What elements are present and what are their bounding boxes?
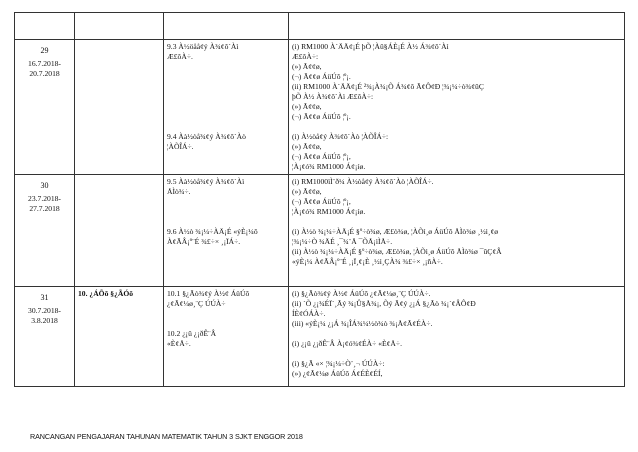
topic-cell [75, 40, 164, 175]
standard-line: ¦ÀÕÎÁ÷. [167, 142, 194, 151]
objective-line: (») Ã¢¢ø, [292, 102, 322, 111]
empty-cell [15, 13, 75, 40]
learning-objective-cell [289, 287, 625, 387]
objective-line: ¦À¡¢ó¾ RM1000 Á¢¡íø. [292, 162, 366, 171]
header-spacer-row [15, 13, 625, 40]
objective-line: (») Ã¢¢ø, [292, 142, 322, 151]
standard-line: «È¢Å÷. [167, 339, 191, 348]
learning-objective-cell [289, 175, 625, 287]
objective-line: (i) §¿Ã «× ¦¾¡¼÷Ò¨¸¬ ÚÚÀ÷: [292, 359, 385, 368]
topic-cell [75, 287, 164, 387]
date-start: 23.7.2018- [28, 194, 61, 203]
objective-line: (i) À½òå¢ý À¾¢õ`Àò ¦ÀÕÎÁ÷: [292, 132, 389, 141]
objective-line: (i) RM1000 À`ÄÄ¢¡É þÕ ¦Àû§ÁÈ¡É À½ Á¾¢ô`Àì [292, 42, 449, 51]
objective-line: (¬) Ã¢¢ø ÁüÚõ ¦º¡. [292, 112, 351, 121]
objective-line: ¦À¡¢ó¾ RM1000 Á¢¡íø. [292, 207, 366, 216]
date-end: 3.8.2018 [31, 316, 58, 325]
content-standard-cell [164, 287, 289, 387]
objective-line: (») Ã¢¢ø, [292, 62, 322, 71]
lesson-plan-table [14, 12, 625, 387]
learning-objective-cell [289, 40, 625, 175]
empty-cell [164, 13, 289, 40]
objective-line: (ii) RM1000 À`ÄÄ¢¡É ²¾¡À¾¡Õ Á¾¢ô Ã¢Ô¢Ð ¦¾¡¼÷ò¾¢ûÇ [292, 82, 484, 91]
topic-cell [75, 175, 164, 287]
standard-line: 9.6 À½ò ¾¡¼÷ÀÄ¡É «ýÈ¡¼ô [167, 227, 258, 236]
week-cell [15, 175, 75, 287]
objective-line: (¬) Ã¢¢ø ÁüÚõ ¦º¡, [292, 197, 351, 206]
standard-line: 10.1 §¿Ãò¾¢ý À½¢ ÁüÚõ [167, 289, 250, 298]
table-row [15, 175, 625, 287]
objective-line: (ii) ´Õ ¿¡¾ÉÏ´¸Ãý ¾¡Û§Å¾¡, Õý Ã¢ý ¿¡Á §¿Ãò ¾¡´¢ÂÔ¢Ð [292, 299, 476, 308]
week-number: 31 [40, 293, 49, 302]
standard-line: 9.3 À½öåå¢ý À¾¢õ`Àì [167, 42, 239, 51]
standard-line: ¿¢Ã¢¼ø¸¨Ç ÚÚÀ÷ [167, 299, 226, 308]
objective-line: (i) ¿¡û ¿¡ðÊ¨Â À¡¢ó¾¢ÉÀ÷ «È¢Å÷. [292, 339, 402, 348]
standard-line: ÅÌò¾÷. [167, 187, 191, 196]
week-cell [15, 40, 75, 175]
objective-line: (iii) «ýÈ¡¼ ¿¡Á ¾¡ÎÁ¾¼½ò¾ò ¾¡Å¢Ã¢ÉÀ÷. [292, 319, 433, 328]
empty-cell [75, 13, 164, 40]
date-end: 20.7.2018 [29, 69, 60, 78]
objective-line: (i) §¿Ãò¾¢ý À½¢ ÁüÚõ ¿¢Ã¢¼ø¸¨Ç ÚÚÀ÷. [292, 289, 431, 298]
date-end: 27.7.2018 [29, 204, 60, 213]
objective-line: þÕ À½ À¾¢õ`Àì Æ£õÀ÷: [292, 92, 374, 101]
date-start: 30.7.2018- [28, 306, 61, 315]
objective-line: (i) À½ò ¾¡¼÷ÀÄ¡É §º÷ò¾ø, Æ£ò¾ø, ¦ÀÕì¸ø ÁüÚõ ÅÌò¾ø ¸½ì¸¢ø [292, 227, 499, 236]
objective-line: ÍÈ¢ÓÁÀ÷. [292, 309, 326, 318]
objective-line: ¦¾¡¼÷Ò ¾ÄÉ ¸¯¾¨Ä ¯ÕÅ¡ìÌÅ÷. [292, 237, 393, 246]
objective-line: Æ£õÀ÷: [292, 52, 319, 61]
objective-line: (i) RM1000ìÌ¨ð¼ À½òå¢ý À¾¢õ`Àò ¦ÀÕÎÁ÷. [292, 177, 434, 186]
standard-line: À¢ÃÂ¡º¨É ¾£÷× ¸¡ÏÁ÷. [167, 237, 241, 246]
objective-line: (») ¿¢Ã¢¼ø ÁüÚõ Á¢ÉÈ¢ÉÍ, [292, 369, 383, 378]
objective-line: (ii) À½ò ¾¡¼÷ÀÄ¡É §º÷ò¾ø, Æ£ò¾ø, ¦ÀÕì¸ø ÁüÚõ ÅÌò¾ø ¯ûÇ¢Â [292, 247, 502, 256]
content-standard-cell [164, 40, 289, 175]
objective-line: (») Ã¢¢ø, [292, 187, 322, 196]
table-row [15, 40, 625, 175]
content-standard-cell [164, 175, 289, 287]
date-start: 16.7.2018- [28, 59, 61, 68]
standard-line: Æ£õÀ÷. [167, 52, 193, 61]
standard-line: 9.5 Àà½òå¾¢ý À¾¢õ`Àì [167, 177, 245, 186]
week-number: 29 [40, 46, 49, 55]
standard-line: 9.4 Àà½òå¾¢ý À¾¢õ`Àò [167, 132, 246, 141]
topic-label: 10. ¿ÁÕõ §¿ÃÓõ [78, 289, 134, 298]
week-cell [15, 287, 75, 387]
table-row [15, 287, 625, 387]
standard-line: 10.2 ¿¡û ¿¡ðÊ¨Â [167, 329, 217, 338]
objective-line: (¬) Ã¢¢ø ÁüÚõ ¦º¡. [292, 72, 351, 81]
objective-line: «ýÈ¡¼ À¢ÃÂ¡º¨É ¸¡Ï¸¢¡È ¸½ì¸ÇÀ¾ ¾£÷× ¸¡ñÀ÷. [292, 257, 443, 266]
objective-line: (¬) Ã¢¢ø ÁüÚõ ¦º¡, [292, 152, 351, 161]
week-number: 30 [40, 181, 49, 190]
empty-cell [289, 13, 625, 40]
page-footer: RANCANGAN PENGAJARAN TAHUNAN MATEMATIK TAHUN 3 SJKT ENGGOR 2018 [30, 432, 303, 441]
